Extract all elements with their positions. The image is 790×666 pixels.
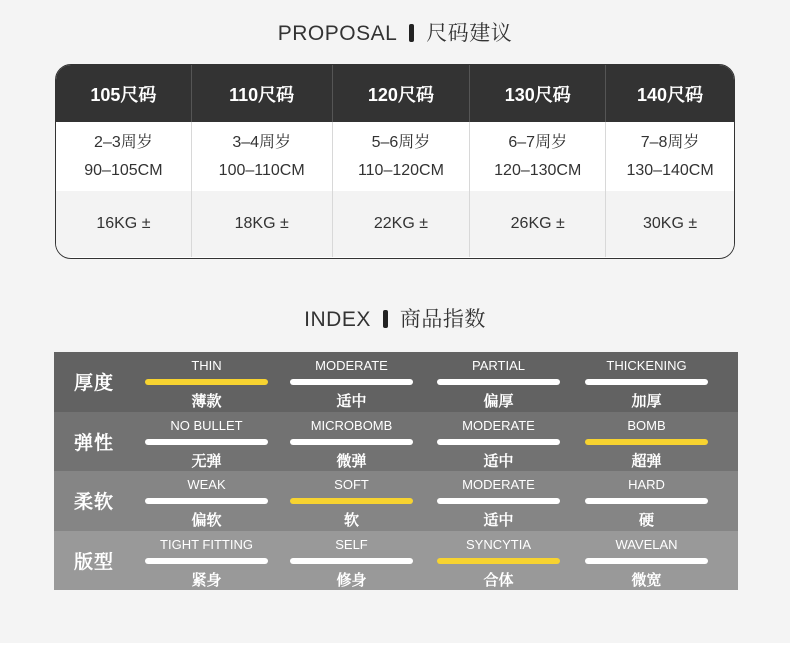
option-en-label: TIGHT FITTING	[160, 536, 253, 552]
option-en-label: NO BULLET	[170, 417, 243, 433]
size-header-cell: 120尺码	[333, 65, 471, 122]
size-age-height-cell	[333, 122, 471, 191]
option-en-label: THIN	[191, 358, 222, 373]
index-row-softness	[54, 471, 738, 531]
weight-cell: 26KG ±	[470, 191, 606, 257]
option-zh-label: 加厚	[631, 393, 662, 410]
height-text: 120–130CM	[494, 161, 582, 179]
option-zh-label: 薄款	[191, 393, 222, 410]
index-row-elasticity	[54, 412, 738, 472]
size-age-height-cell	[470, 122, 606, 191]
option-en-label: THICKENING	[606, 358, 687, 373]
height-text: 90–105CM	[84, 161, 163, 179]
option-zh-label: 超弹	[631, 452, 662, 470]
size-header-cell: 105尺码	[56, 65, 192, 122]
size-header-cell: 130尺码	[470, 65, 606, 122]
index-option	[585, 412, 708, 471]
index-row-label: 弹性	[73, 432, 114, 454]
index-option	[437, 531, 560, 590]
proposal-title	[0, 17, 790, 47]
weight-cell: 22KG ±	[333, 191, 471, 257]
index-option	[145, 471, 268, 530]
age-text: 7–8周岁	[640, 133, 700, 151]
option-indicator-line	[585, 439, 708, 445]
index-option	[290, 471, 413, 530]
index-option	[290, 352, 413, 411]
option-en-label: HARD	[628, 477, 665, 492]
age-text: 3–4周岁	[232, 133, 292, 151]
option-indicator-line	[145, 379, 268, 385]
index-option	[145, 352, 268, 411]
option-zh-label: 偏软	[191, 512, 222, 529]
title-divider-bar	[409, 24, 414, 42]
option-indicator-line	[585, 558, 708, 564]
index-option	[437, 412, 560, 471]
option-en-label: BOMB	[627, 417, 666, 433]
proposal-title-en: PROPOSAL	[277, 22, 398, 45]
weight-cell: 18KG ±	[192, 191, 333, 257]
option-indicator-line	[585, 498, 708, 504]
index-row-label: 版型	[73, 551, 114, 573]
option-zh-label: 偏厚	[483, 393, 514, 410]
option-zh-label: 微宽	[631, 571, 662, 589]
option-indicator-line	[290, 379, 413, 385]
option-en-label: PARTIAL	[472, 358, 525, 373]
size-header-cell: 140尺码	[637, 84, 704, 105]
index-option	[437, 471, 560, 530]
weight-cell: 30KG ±	[642, 215, 698, 232]
option-indicator-line	[437, 498, 560, 504]
index-title-zh: 商品指数	[399, 308, 486, 331]
option-en-label: SELF	[335, 536, 368, 552]
index-title-en: INDEX	[304, 308, 371, 331]
age-text: 2–3周岁	[94, 133, 153, 151]
option-en-label: SOFT	[334, 477, 369, 492]
index-option	[585, 531, 708, 590]
option-zh-label: 无弹	[191, 452, 222, 470]
index-title	[0, 303, 790, 333]
option-en-label: MODERATE	[315, 358, 388, 373]
height-text: 100–110CM	[218, 161, 305, 179]
size-table	[55, 64, 735, 259]
index-option	[585, 352, 708, 411]
option-en-label: WAVELAN	[615, 536, 678, 552]
size-header-cell: 110尺码	[192, 65, 333, 122]
option-zh-label: 适中	[336, 393, 367, 410]
option-indicator-line	[290, 439, 413, 445]
option-zh-label: 适中	[483, 512, 514, 529]
option-indicator-line	[437, 558, 560, 564]
index-row-label: 柔软	[73, 492, 114, 514]
option-indicator-line	[145, 558, 268, 564]
option-indicator-line	[585, 379, 708, 385]
index-option	[437, 352, 560, 411]
index-table	[54, 352, 738, 590]
option-zh-label: 软	[343, 512, 359, 529]
option-zh-label: 适中	[483, 452, 514, 470]
size-table-age-height-row	[56, 122, 734, 191]
index-option	[145, 531, 268, 590]
option-zh-label: 合体	[483, 571, 514, 589]
bottom-strip	[0, 643, 790, 666]
index-row-thickness	[54, 352, 738, 412]
proposal-title-zh: 尺码建议	[426, 22, 513, 45]
option-en-label: SYNCYTIA	[465, 536, 531, 552]
option-indicator-line	[145, 498, 268, 504]
option-zh-label: 紧身	[191, 571, 222, 589]
option-zh-label: 修身	[336, 571, 367, 589]
option-en-label: MICROBOMB	[310, 417, 393, 433]
index-row-label: 厚度	[73, 373, 114, 395]
size-table-weight-row	[56, 191, 734, 257]
option-zh-label: 硬	[638, 512, 654, 529]
index-row-fit	[54, 531, 738, 591]
option-en-label: MODERATE	[462, 477, 535, 492]
title-divider-bar	[383, 310, 388, 328]
option-indicator-line	[290, 558, 413, 564]
option-en-label: WEAK	[187, 477, 226, 492]
option-en-label: MODERATE	[462, 417, 535, 433]
size-table-header-row	[56, 65, 734, 122]
height-text: 130–140CM	[626, 161, 714, 179]
option-indicator-line	[145, 439, 268, 445]
option-zh-label: 微弹	[336, 452, 367, 470]
height-text: 110–120CM	[357, 161, 444, 179]
option-indicator-line	[290, 498, 413, 504]
index-option	[145, 412, 268, 471]
age-text: 5–6周岁	[371, 133, 431, 151]
option-indicator-line	[437, 379, 560, 385]
index-option	[290, 531, 413, 590]
index-option	[290, 412, 413, 471]
weight-cell: 16KG ±	[56, 191, 192, 257]
option-indicator-line	[437, 439, 560, 445]
size-age-height-cell	[192, 122, 333, 191]
index-option	[585, 471, 708, 530]
age-text: 6–7周岁	[508, 133, 568, 151]
size-age-height-cell	[606, 122, 734, 191]
size-age-height-cell	[56, 122, 192, 191]
